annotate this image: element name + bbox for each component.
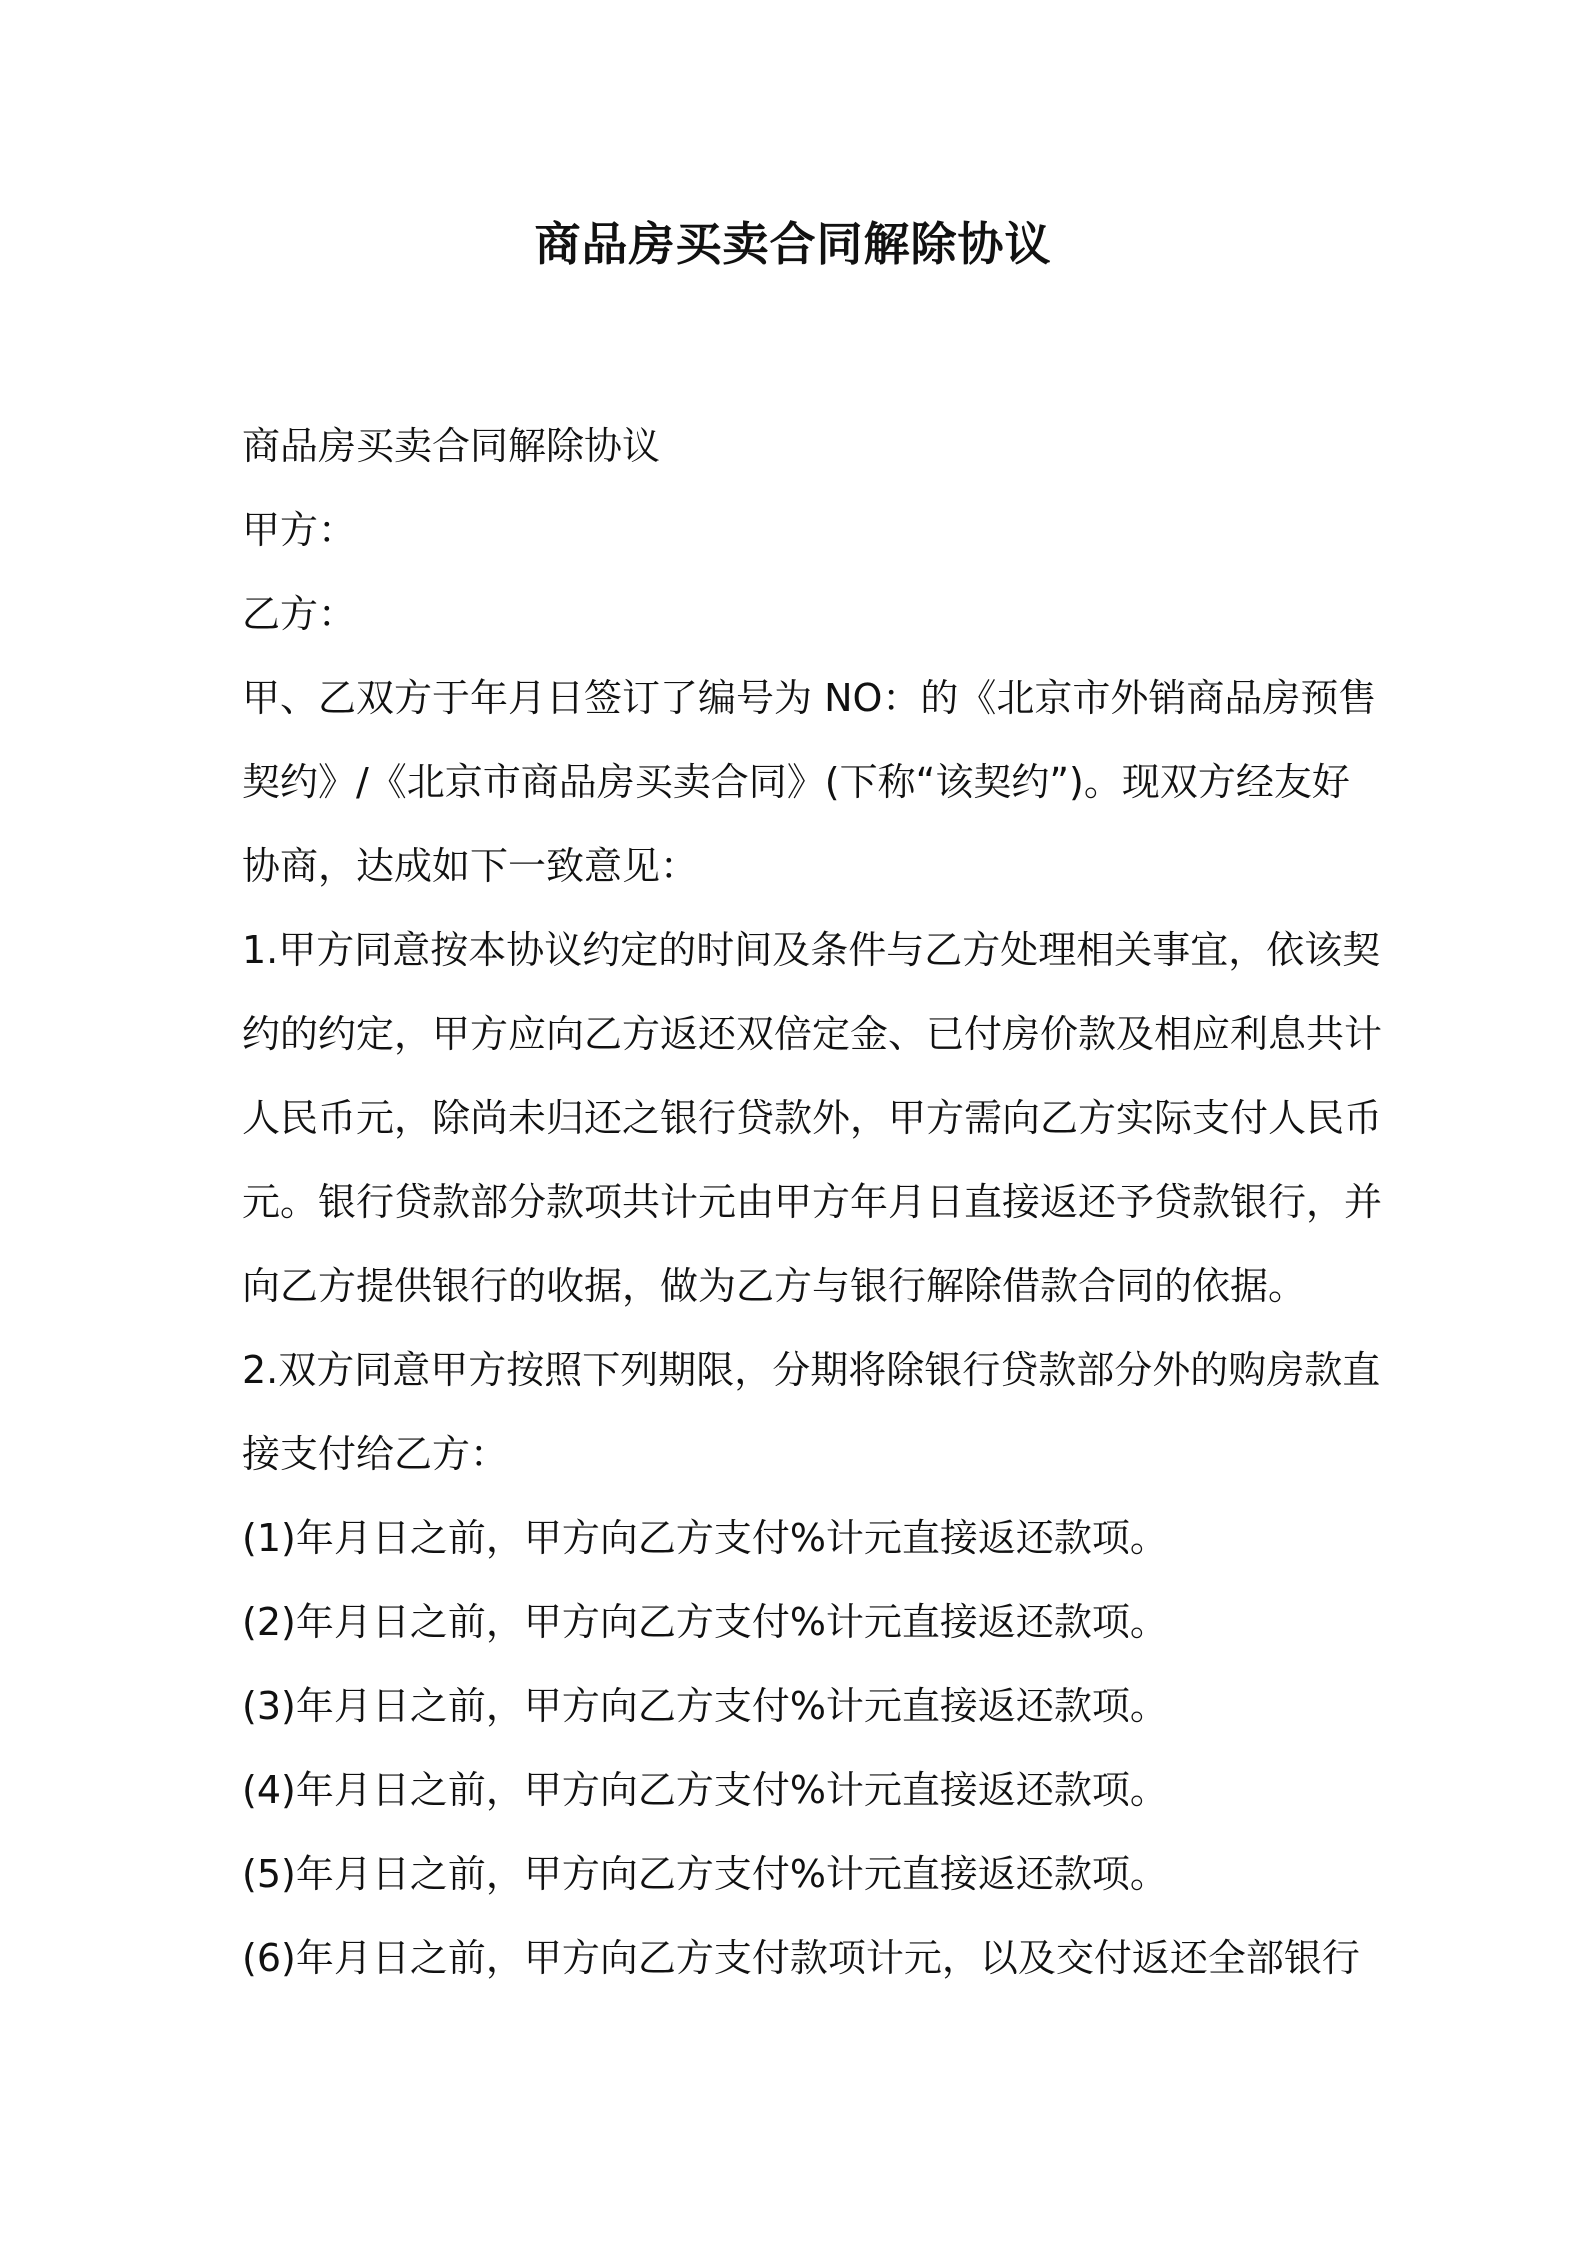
- body-line: 协商，达成如下一致意见：: [242, 844, 699, 888]
- body-line-item-1: (1)年月日之前，甲方向乙方支付%计元直接返还款项。: [242, 1516, 1168, 1560]
- body-line-item-4: (4)年月日之前，甲方向乙方支付%计元直接返还款项。: [242, 1768, 1168, 1812]
- body-line-subtitle: 商品房买卖合同解除协议: [242, 424, 661, 468]
- body-line: 接支付给乙方：: [242, 1432, 509, 1476]
- body-line: 约的约定，甲方应向乙方返还双倍定金、已付房价款及相应利息共计: [242, 1012, 1383, 1056]
- body-line-item-2: (2)年月日之前，甲方向乙方支付%计元直接返还款项。: [242, 1600, 1168, 1644]
- document-body: [242, 404, 1383, 2000]
- body-line: 向乙方提供银行的收据，做为乙方与银行解除借款合同的依据。: [242, 1264, 1307, 1308]
- body-line-party-a: 甲方：: [242, 508, 357, 552]
- body-line: 人民币元，除尚未归还之银行贷款外，甲方需向乙方实际支付人民币: [242, 1096, 1383, 1140]
- document-title: 商品房买卖合同解除协议: [534, 217, 1052, 271]
- body-line-item-3: (3)年月日之前，甲方向乙方支付%计元直接返还款项。: [242, 1684, 1168, 1728]
- body-line-party-b: 乙方：: [242, 592, 357, 636]
- body-line-item-5: (5)年月日之前，甲方向乙方支付%计元直接返还款项。: [242, 1852, 1168, 1896]
- body-line-clause-1: 1.甲方同意按本协议约定的时间及条件与乙方处理相关事宜，依该契: [242, 928, 1381, 972]
- body-line: 契约》/《北京市商品房买卖合同》(下称“该契约”)。现双方经友好: [242, 760, 1350, 804]
- body-line-clause-2: 2.双方同意甲方按照下列期限，分期将除银行贷款部分外的购房款直: [242, 1348, 1381, 1392]
- body-line: 甲、乙双方于年月日签订了编号为 NO：的《北京市外销商品房预售: [242, 676, 1377, 720]
- body-line-item-6: (6)年月日之前，甲方向乙方支付款项计元，以及交付返还全部银行: [242, 1936, 1360, 1980]
- body-line: 元。银行贷款部分款项共计元由甲方年月日直接返还予贷款银行，并: [242, 1180, 1383, 1224]
